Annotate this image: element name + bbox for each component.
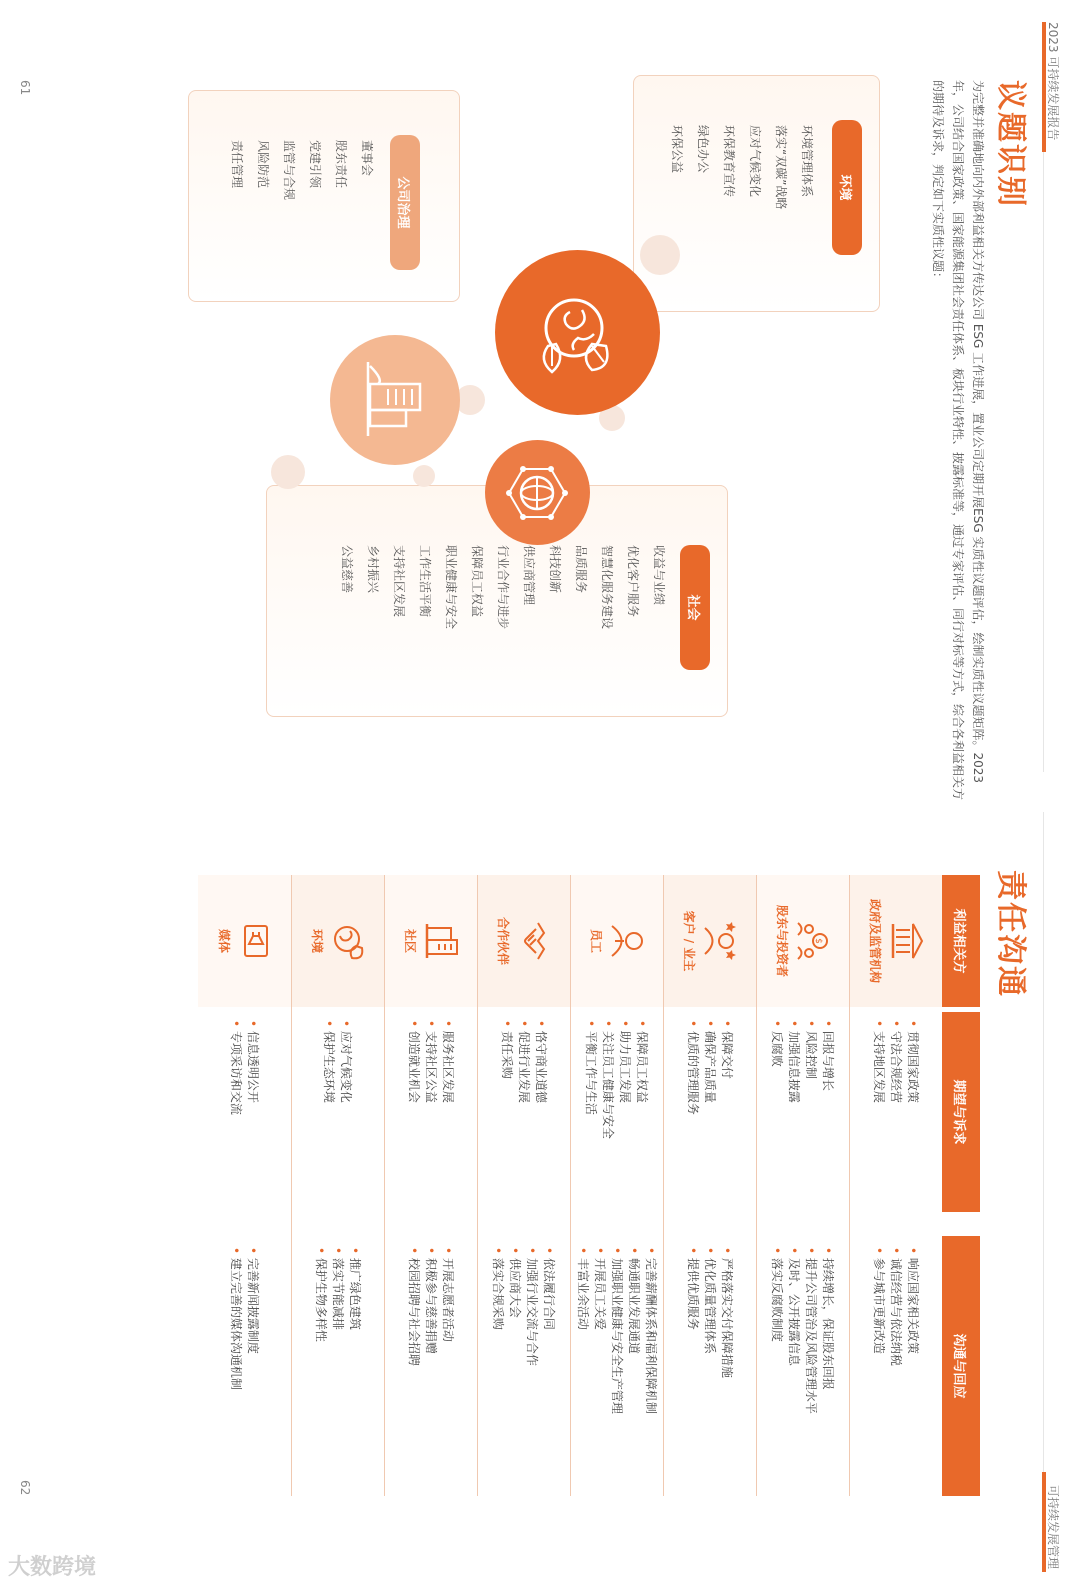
expectations-list	[849, 1020, 942, 1220]
topic-item: 股东责任	[334, 140, 348, 189]
expectation-item: • 恪守商业道德	[532, 1020, 549, 1220]
expectation-item: • 保护生态环境	[321, 1020, 338, 1220]
stakeholder-cell	[756, 875, 849, 1007]
topic-item: 供应商管理	[522, 545, 536, 606]
social-circle	[485, 440, 590, 545]
expectations-list	[570, 1020, 663, 1220]
expectation-item: • 促进行业发展	[515, 1020, 532, 1220]
response-item: • 优化质量管理体系	[701, 1247, 718, 1492]
row-divider	[570, 875, 571, 1496]
header-rule-left	[1043, 152, 1044, 772]
responses-list	[570, 1247, 663, 1492]
expectation-item: • 责任采购	[498, 1020, 515, 1220]
topic-item: 公益慈善	[340, 545, 354, 594]
response-item: • 建立完善的媒体沟通机制	[228, 1247, 245, 1492]
table-header-stakeholder: 利益相关方	[942, 875, 980, 1007]
stakeholder-cell	[663, 875, 756, 1007]
topic-item: 保障员工权益	[470, 545, 484, 618]
response-item: • 落实节能减排	[329, 1247, 346, 1492]
response-item: • 参与城市更新改造	[870, 1247, 887, 1492]
table-row	[384, 875, 477, 1496]
response-item: • 加强行业交流与合作	[524, 1247, 541, 1492]
responses-list	[198, 1247, 291, 1492]
stakeholder-cell	[384, 875, 477, 1007]
row-divider	[384, 875, 385, 1496]
stakeholder-cell	[291, 875, 384, 1007]
response-item: • 诚信经营与依法纳税	[887, 1247, 904, 1492]
topic-item: 环保教育宣传	[722, 125, 736, 198]
stakeholder-cell	[477, 875, 570, 1007]
table-row	[570, 875, 663, 1496]
response-item: • 提升公司管治及风险管理水平	[803, 1247, 820, 1492]
responses-list	[477, 1247, 570, 1492]
topic-item: 环保公益	[670, 125, 684, 174]
expectation-item: • 保障交付	[718, 1020, 735, 1220]
response-item: • 响应国家相关政策	[904, 1247, 921, 1492]
topic-item: 风险防范	[256, 140, 270, 189]
page-number-left: 61	[18, 80, 32, 96]
stakeholder-name: 媒体	[217, 928, 231, 953]
environment-topics	[664, 125, 820, 209]
expectation-item: • 支持社区公益	[422, 1020, 439, 1220]
watermark-text: 大数跨境	[8, 1555, 97, 1580]
stakeholder-cell	[849, 875, 942, 1007]
expectation-item: • 关注员工健康与安全	[600, 1020, 617, 1220]
expectation-item: • 助力员工发展	[617, 1020, 634, 1220]
expectations-list	[477, 1020, 570, 1220]
decor-dot	[271, 455, 305, 489]
header-section-title: 可持续发展管理	[1046, 1485, 1060, 1570]
row-divider	[849, 875, 850, 1496]
topic-item: 优化客户服务	[626, 545, 640, 618]
network-globe-icon	[506, 461, 570, 525]
expectation-item: • 服务社区发展	[439, 1020, 456, 1220]
materiality-title: 议题识别	[993, 80, 1028, 208]
row-divider	[756, 875, 757, 1496]
table-header-responses: 沟通与回应	[942, 1236, 980, 1496]
header-accent-bar	[1042, 22, 1046, 152]
stakeholder-name: 股东与投资者	[775, 904, 789, 977]
governance-circle	[330, 335, 460, 465]
response-item: • 依法履行合同	[541, 1247, 558, 1492]
page-number-right: 62	[18, 1480, 32, 1496]
expectation-item: • 应对气候变化	[338, 1020, 355, 1220]
stakeholder-name: 社区	[403, 928, 417, 953]
table-row	[477, 875, 570, 1496]
expectation-item: • 创造就业机会	[405, 1020, 422, 1220]
response-item: • 供应商大会	[507, 1247, 524, 1492]
responses-list	[384, 1247, 477, 1492]
governance-topics	[224, 140, 380, 200]
expectations-list	[384, 1020, 477, 1220]
topic-item: 收益与业绩	[652, 545, 666, 606]
topic-item: 应对气候变化	[748, 125, 762, 198]
governance-tab: 公司治理	[390, 135, 420, 270]
expectation-item: • 保障员工权益	[634, 1020, 651, 1220]
communication-table	[197, 875, 942, 1496]
environment-icon	[332, 922, 366, 960]
topic-item: 落实“双碳”战略	[774, 125, 788, 210]
topic-item: 工作生活平衡	[418, 545, 432, 618]
table-row	[663, 875, 756, 1496]
expectation-item: • 贯彻国家政策	[904, 1020, 921, 1220]
table-header-expectations: 期望与诉求	[942, 1012, 980, 1212]
topic-item: 监管与合规	[282, 140, 296, 201]
expectation-item: • 加强信息披露	[786, 1020, 803, 1220]
stakeholder-name: 客户 / 业主	[682, 910, 696, 972]
topic-item: 乡村振兴	[366, 545, 380, 594]
response-item: • 畅通职业发展通道	[625, 1247, 642, 1492]
row-divider	[477, 875, 478, 1496]
response-item: • 加强职业健康与安全生产管理	[608, 1247, 625, 1492]
expectation-item: • 确保产品质量	[701, 1020, 718, 1220]
handshake-icon	[518, 921, 552, 961]
decor-dot	[640, 235, 680, 275]
topic-item: 责任管理	[230, 140, 244, 189]
social-topics	[334, 545, 672, 629]
expectation-item: • 支持地区发展	[870, 1020, 887, 1220]
stakeholder-cell	[198, 875, 291, 1007]
stakeholder-name: 合作伙伴	[496, 916, 510, 965]
response-item: • 校园招聘与社会招聘	[405, 1247, 422, 1492]
topic-item: 支持社区发展	[392, 545, 406, 618]
header-rule-right	[1043, 812, 1044, 1472]
response-item: • 推广绿色建筑	[346, 1247, 363, 1492]
svg-text:$: $	[813, 938, 823, 944]
customer-icon	[704, 922, 738, 960]
expectations-list	[291, 1020, 384, 1220]
environment-circle	[495, 250, 660, 415]
response-item: • 开展员工关爱	[591, 1247, 608, 1492]
response-item: • 完善薪酬体系和福利保障机制	[642, 1247, 659, 1492]
expectation-item: • 风险控制	[803, 1020, 820, 1220]
topic-item: 环境管理体系	[800, 125, 814, 198]
employee-icon	[611, 922, 645, 960]
response-item: • 持续增长，保证股东回报	[820, 1247, 837, 1492]
topic-item: 智慧化服务建设	[600, 545, 614, 630]
expectation-item: • 回报与增长	[820, 1020, 837, 1220]
responses-list	[663, 1247, 756, 1492]
decor-dot	[413, 465, 435, 487]
materiality-intro: 为完整并准确地向内外部利益相关方传达公司 ESG 工作进展，置业公司定期开展ESG 实质性议题评估，绘制实质性议题矩阵。2023年，公司结合国家政策、国家能源集团社会责任体系、板块行业特性、披露标准等，通过专家评估、同行对标等方式，综合各利益相关方的期待及诉求，判定如下实质性议题：	[931, 80, 985, 801]
row-divider	[291, 875, 292, 1496]
topic-item: 董事会	[360, 140, 374, 177]
responses-list	[756, 1247, 849, 1492]
response-item: • 积极参与慈善捐赠	[422, 1247, 439, 1492]
table-row	[849, 875, 942, 1496]
topic-item: 职业健康与安全	[444, 545, 458, 630]
stakeholder-name: 环境	[310, 928, 324, 953]
topic-item: 党建引领	[308, 140, 322, 189]
expectation-item: • 专项采访和交流	[228, 1020, 245, 1220]
earth-leaf-icon	[533, 288, 623, 378]
social-tab: 社会	[680, 545, 710, 670]
responses-list	[849, 1247, 942, 1492]
expectations-list	[663, 1020, 756, 1220]
expectation-item: • 优质的管理服务	[684, 1020, 701, 1220]
responses-list	[291, 1247, 384, 1492]
stakeholder-name: 员工	[589, 928, 603, 953]
expectation-item: • 反腐败	[769, 1020, 786, 1220]
response-item: • 落实反腐败制度	[769, 1247, 786, 1492]
communication-title: 责任沟通	[993, 870, 1028, 998]
stakeholder-cell	[570, 875, 663, 1007]
response-item: • 保护生物多样性	[312, 1247, 329, 1492]
response-item: • 落实合规采购	[490, 1247, 507, 1492]
table-row	[291, 875, 384, 1496]
topic-item: 绿色办公	[696, 125, 710, 174]
expectation-item: • 信息透明公开	[245, 1020, 262, 1220]
topic-item: 品质服务	[574, 545, 588, 594]
response-item: • 严格落实交付保障措施	[718, 1247, 735, 1492]
environment-tab: 环境	[832, 120, 862, 255]
table-row	[756, 875, 849, 1496]
response-item: • 开展志愿者活动	[439, 1247, 456, 1492]
header-report-title: 2023 可持续发展报告	[1046, 22, 1060, 141]
response-item: • 及时、公开披露信息	[786, 1247, 803, 1492]
topic-item: 行业合作与进步	[496, 545, 510, 630]
topic-item: 科技创新	[548, 545, 562, 594]
expectations-list	[756, 1020, 849, 1220]
response-item: • 完善新闻披露制度	[245, 1247, 262, 1492]
investor-icon	[797, 921, 831, 961]
row-divider	[663, 875, 664, 1496]
response-item: • 丰富业余活动	[574, 1247, 591, 1492]
table-row	[198, 875, 291, 1496]
expectation-item: • 守法合规经营	[887, 1020, 904, 1220]
media-icon	[239, 922, 273, 960]
expectation-item: • 平衡工作与生活	[583, 1020, 600, 1220]
building-icon	[360, 360, 430, 440]
government-icon	[890, 922, 924, 960]
community-icon	[425, 922, 459, 960]
stakeholder-name: 政府及监管机构	[868, 898, 882, 983]
expectations-list	[198, 1020, 291, 1220]
response-item: • 提供优质服务	[684, 1247, 701, 1492]
